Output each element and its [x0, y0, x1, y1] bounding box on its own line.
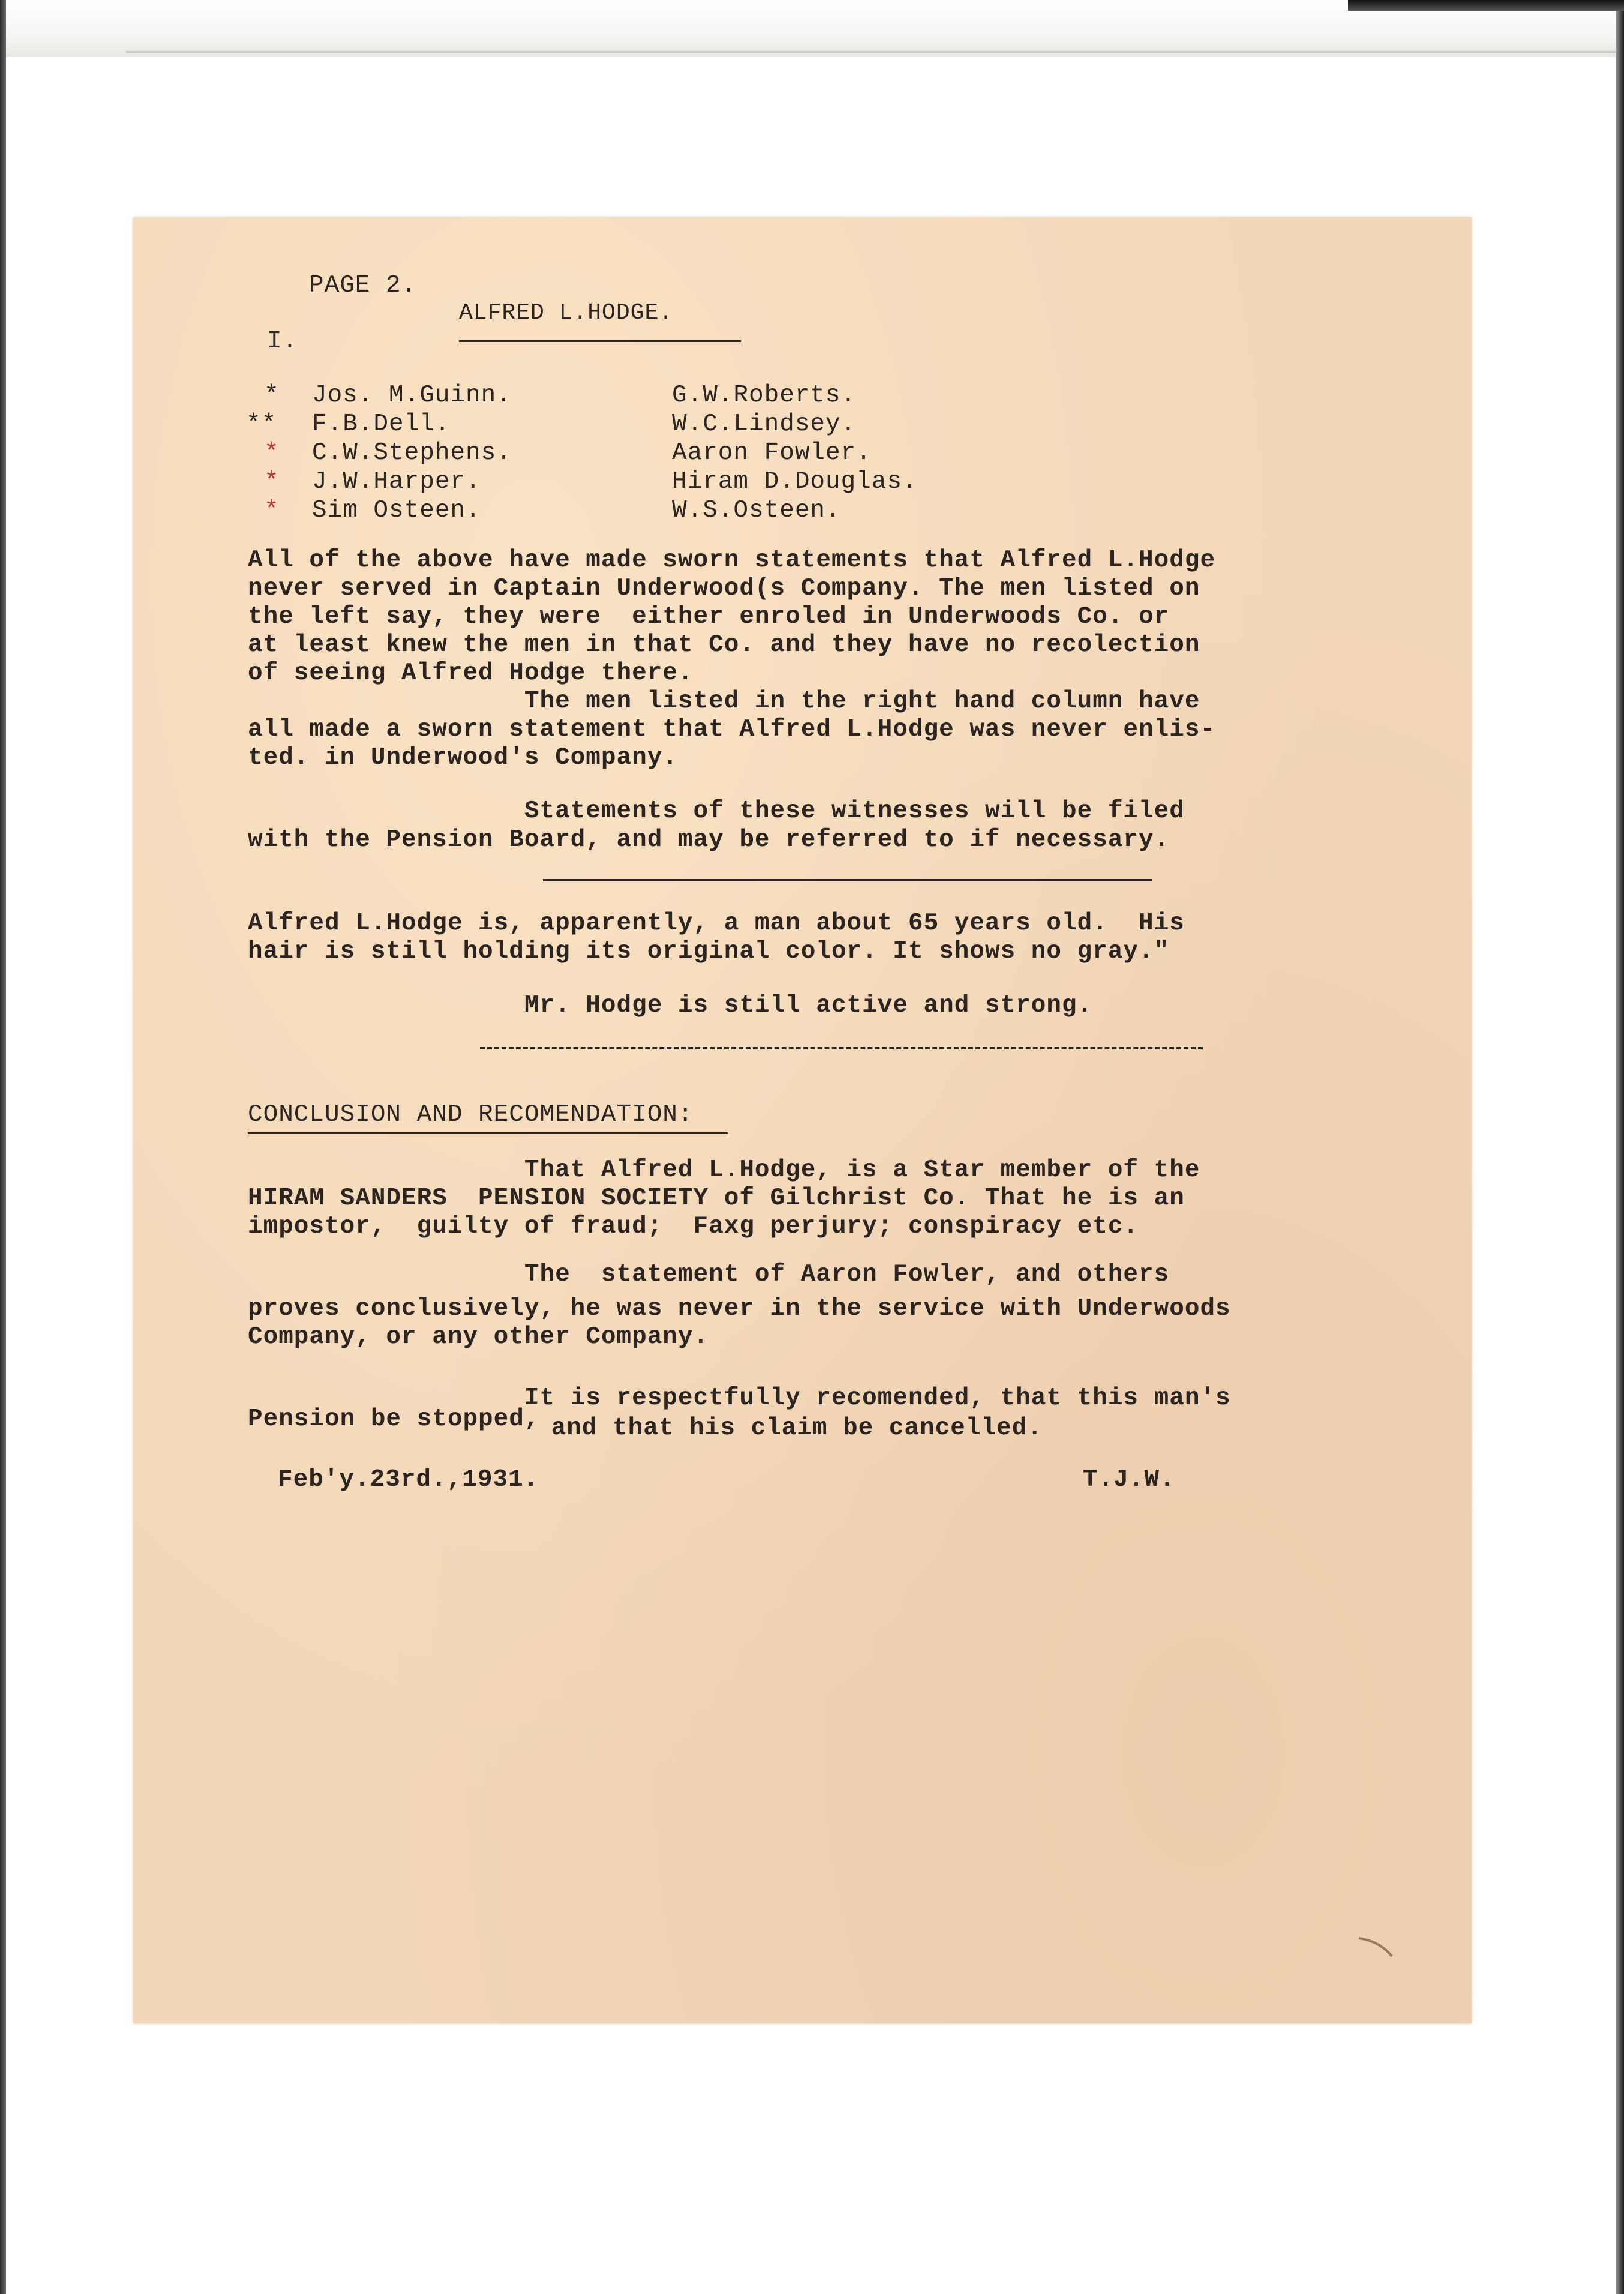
- para1-line-4: at least knew the men in that Co. and they have no recolection: [248, 631, 1200, 659]
- page-label: PAGE 2.: [309, 272, 417, 299]
- witness-right-2: W.C.Lindsey.: [672, 410, 857, 438]
- para3-line-2: with the Pension Board, and may be referred to if necessary.: [248, 826, 1170, 854]
- scanner-left-edge: [0, 0, 6, 2294]
- witness-left-3: C.W.Stephens.: [312, 439, 512, 467]
- para8-line-2-right: and that his claim be cancelled.: [536, 1414, 1043, 1442]
- witness-left-4: J.W.Harper.: [312, 468, 481, 496]
- witness-mark-2: **: [246, 410, 277, 438]
- section-divider-2: [480, 1047, 1203, 1049]
- para7-line-1: The statement of Aaron Fowler, and others: [248, 1261, 1170, 1288]
- para2-line-2: all made a sworn statement that Alfred L.Hodge was never enlis-: [248, 716, 1216, 743]
- scanner-top-line: [126, 51, 1624, 53]
- document-date: Feb'y.23rd.,1931.: [278, 1466, 539, 1494]
- para2-line-1: The men listed in the right hand column have: [248, 688, 1200, 715]
- para6-line-1: That Alfred L.Hodge, is a Star member of the: [248, 1156, 1200, 1184]
- section-marker: I.: [267, 328, 298, 355]
- para1-line-1: All of the above have made sworn statements that Alfred L.Hodge: [248, 547, 1216, 574]
- para6-line-2: HIRAM SANDERS PENSION SOCIETY of Gilchrist Co. That he is an: [248, 1185, 1185, 1212]
- para6-line-3: impostor, guilty of fraud; Faxg perjury; conspiracy etc.: [248, 1213, 1139, 1240]
- scanner-right-edge: [1616, 0, 1624, 2294]
- witness-left-2: F.B.Dell.: [312, 410, 451, 438]
- para1-line-5: of seeing Alfred Hodge there.: [248, 659, 694, 687]
- para5-line: Mr. Hodge is still active and strong.: [248, 992, 1093, 1019]
- witness-left-5: Sim Osteen.: [312, 497, 481, 524]
- para3-line-1: Statements of these witnesses will be filed: [248, 797, 1185, 825]
- para7-line-3: Company, or any other Company.: [248, 1323, 709, 1351]
- scanner-corner-shadow: [1348, 0, 1624, 11]
- paper-curl-mark: [1356, 1935, 1404, 1959]
- witness-mark-3: *: [264, 439, 280, 467]
- para1-line-2: never served in Captain Underwood(s Company. The men listed on: [248, 575, 1200, 602]
- witness-mark-5: *: [264, 497, 280, 524]
- para2-line-3: ted. in Underwood's Company.: [248, 744, 678, 772]
- para7-line-2: proves conclusively, he was never in the service with Underwoods: [248, 1295, 1231, 1323]
- conclusion-heading: CONCLUSION AND RECOMENDATION:: [248, 1101, 694, 1129]
- conclusion-heading-underline: [248, 1132, 728, 1134]
- para1-line-3: the left say, they were either enroled in Underwoods Co. or: [248, 603, 1170, 631]
- witness-right-1: G.W.Roberts.: [672, 382, 857, 409]
- para8-line-1: It is respectfully recomended, that this man's: [248, 1384, 1231, 1412]
- witness-right-4: Hiram D.Douglas.: [672, 468, 918, 496]
- witness-mark-4: *: [264, 468, 280, 496]
- witness-mark-1: *: [264, 382, 280, 409]
- witness-left-1: Jos. M.Guinn.: [312, 382, 512, 409]
- subject-underline: [459, 340, 741, 342]
- author-initials: T.J.W.: [1083, 1466, 1175, 1494]
- section-divider-1: [543, 879, 1152, 881]
- witness-right-3: Aaron Fowler.: [672, 439, 872, 467]
- para4-line-1: Alfred L.Hodge is, apparently, a man about 65 years old. His: [248, 910, 1185, 937]
- para8-line-2-left: Pension be stopped,: [248, 1405, 540, 1433]
- para4-line-2: hair is still holding its original color. It shows no gray.": [248, 938, 1170, 965]
- witness-right-5: W.S.Osteen.: [672, 497, 841, 524]
- subject-name: ALFRED L.HODGE.: [459, 300, 674, 326]
